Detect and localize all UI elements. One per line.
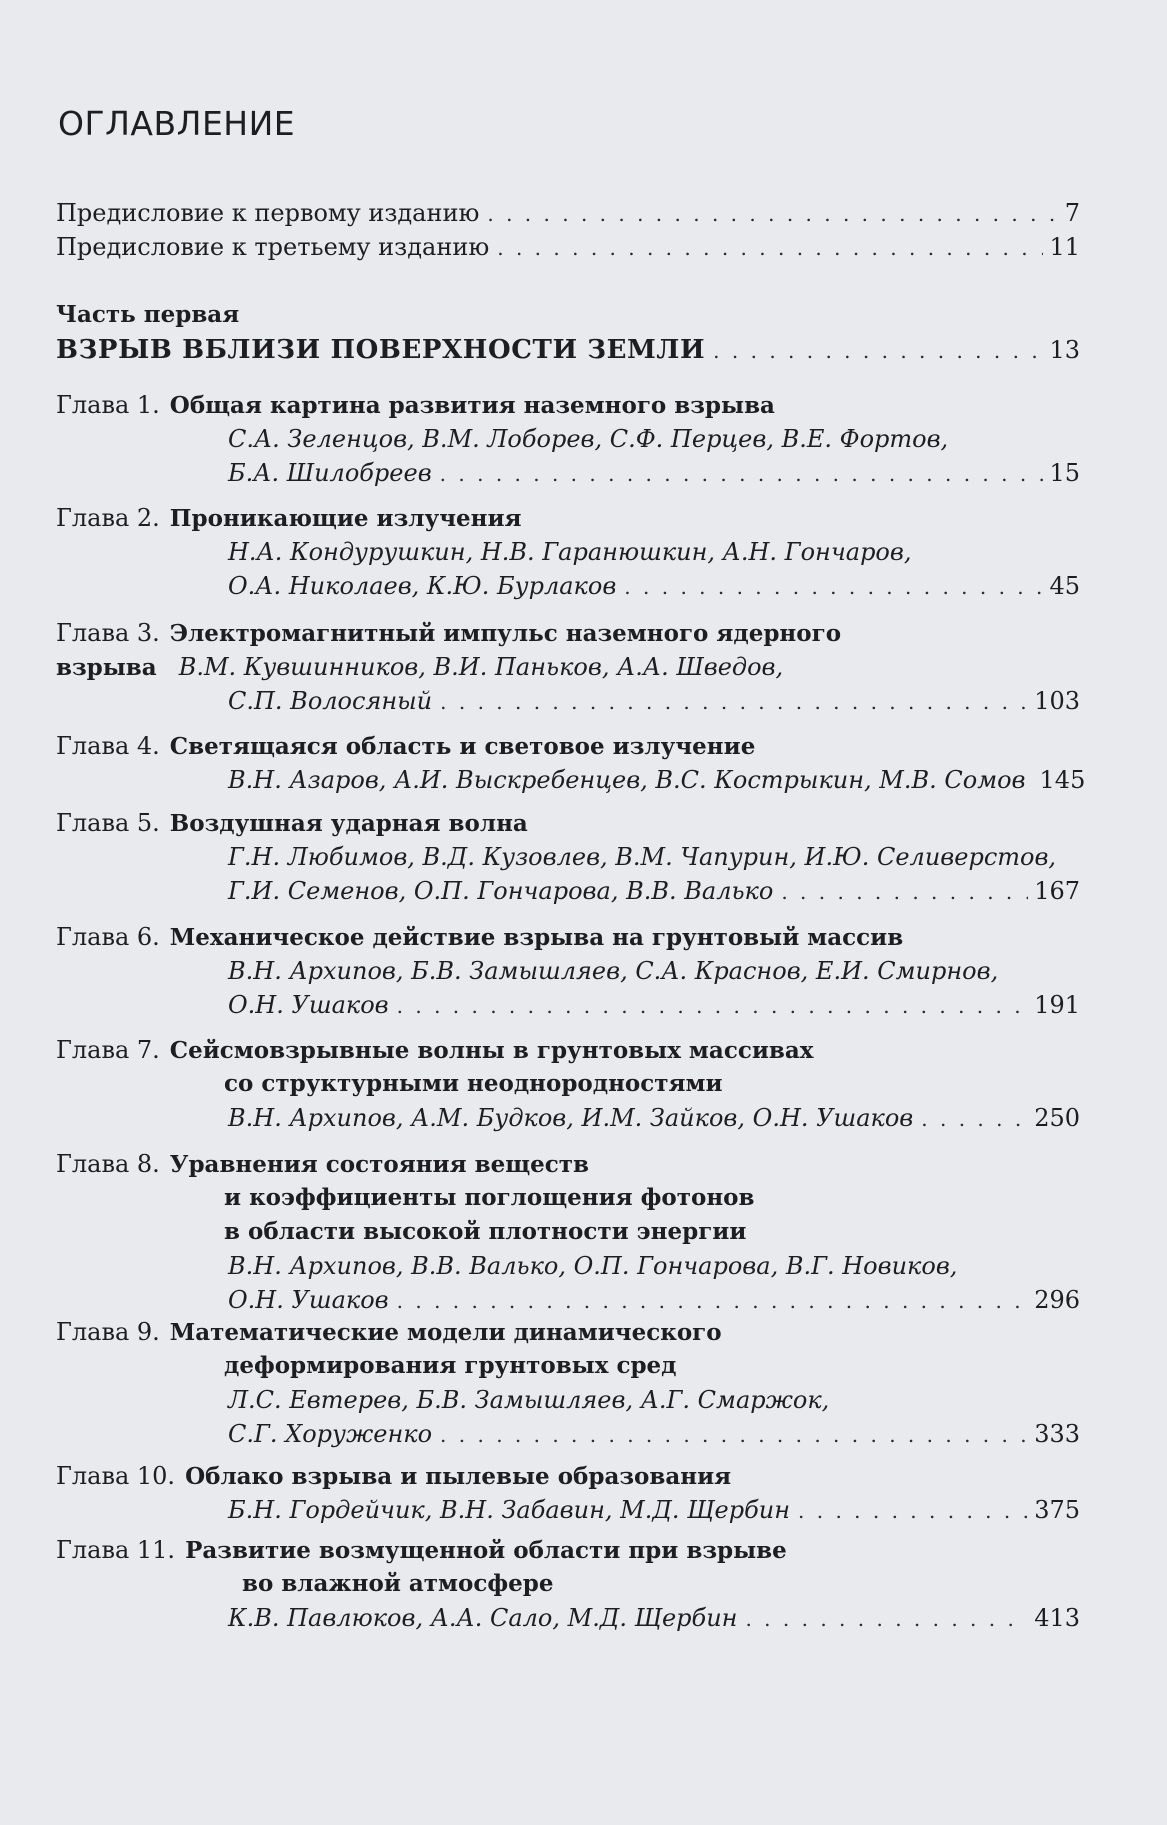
chapter-heading-line: [56, 1315, 1080, 1349]
chapter-title: Проникающие излучения: [169, 505, 522, 532]
chapter-heading-line: [56, 1533, 1080, 1567]
part-label: Часть первая: [56, 301, 240, 328]
chapter-title: Электромагнитный импульс наземного ядерного: [169, 620, 842, 647]
chapter-authors: Г.Н. Любимов, В.Д. Кузовлев, В.М. Чапурин, И.Ю. Селиверстов,: [228, 843, 1057, 871]
chapter-heading-line: [56, 1147, 1080, 1181]
chapter-authors: В.Н. Архипов, А.М. Будков, И.М. Зайков, О.Н. Ушаков: [228, 1104, 914, 1132]
chapter-title: Облако взрыва и пылевые образования: [185, 1463, 732, 1490]
chapter-authors: К.В. Павлюков, А.А. Сало, М.Д. Щербин: [228, 1604, 738, 1632]
dot-leader: [440, 1418, 1028, 1452]
chapter-authors-line: [228, 840, 1080, 874]
chapter-label: Глава 10.: [56, 1462, 176, 1490]
chapter-authors: О.Н. Ушаков: [228, 1286, 389, 1314]
dot-leader: [487, 197, 1058, 231]
chapter-authors: Г.И. Семенов, О.П. Гончарова, В.В. Валько: [228, 877, 774, 905]
chapter-title: взрыва: [56, 654, 157, 681]
chapter-heading-line: [56, 1459, 1080, 1493]
chapter-title: Уравнения состояния веществ: [169, 1151, 589, 1178]
dot-leader: [713, 334, 1043, 368]
dot-leader: [397, 989, 1029, 1023]
part-title-line: [56, 333, 1080, 367]
page-number: 167: [1034, 877, 1080, 905]
chapter-label: Глава 5.: [56, 809, 160, 837]
chapter-authors: В.М. Кувшинников, В.И. Паньков, А.А. Шведов,: [178, 653, 784, 681]
chapter-title: во влажной атмосфере: [242, 1570, 554, 1597]
chapter-label: Глава 6.: [56, 923, 160, 951]
page-title: ОГЛАВЛЕНИЕ: [58, 104, 296, 143]
part-title: ВЗРЫВ ВБЛИЗИ ПОВЕРХНОСТИ ЗЕМЛИ: [56, 335, 706, 365]
toc-entry-preface: [56, 230, 1080, 264]
chapter-heading-line: [56, 729, 1080, 763]
dot-leader: [781, 875, 1028, 909]
preface-title: Предисловие к первому изданию: [56, 199, 480, 227]
page-number: 413: [1034, 1604, 1080, 1632]
chapter-title: в области высокой плотности энергии: [224, 1218, 747, 1245]
chapter-label: Глава 11.: [56, 1536, 176, 1564]
chapter-heading-line: [56, 920, 1080, 954]
chapter-heading-line: [224, 1349, 1080, 1383]
chapter-authors-line: [228, 1601, 1080, 1635]
chapter-authors-line: [228, 874, 1080, 908]
chapter-authors-line: [228, 1493, 1080, 1527]
chapter-authors-line: [228, 535, 1080, 569]
chapter-heading-line: [224, 1215, 1080, 1249]
toc-entry-preface: [56, 196, 1080, 230]
page-number: 15: [1049, 459, 1080, 487]
chapter-title: Механическое действие взрыва на грунтовый массив: [169, 924, 904, 951]
chapter-authors: В.Н. Азаров, А.И. Выскребенцев, В.С. Кострыкин, М.В. Сомов: [228, 766, 1026, 794]
page-number: 296: [1034, 1286, 1080, 1314]
chapter-authors-line: [228, 1249, 1080, 1283]
chapter-title: Развитие возмущенной области при взрыве: [185, 1537, 787, 1564]
chapter-heading-line: [56, 501, 1080, 535]
chapter-heading-line: [224, 1067, 1080, 1101]
page-number: 375: [1034, 1496, 1080, 1524]
chapter-authors: Б.А. Шилобреев: [228, 459, 432, 487]
chapter-authors-line: [228, 763, 1086, 797]
page-number: 250: [1034, 1104, 1080, 1132]
chapter-authors-line: [228, 569, 1080, 603]
chapter-label: Глава 9.: [56, 1318, 160, 1346]
dot-leader: [440, 685, 1028, 719]
chapter-authors-line: [228, 456, 1080, 490]
chapter-authors-line: [228, 1383, 1080, 1417]
dot-leader: [397, 1284, 1029, 1318]
chapter-heading-line: [242, 1567, 1080, 1601]
chapter-authors-line: [228, 684, 1080, 718]
chapter-authors: О.Н. Ушаков: [228, 991, 389, 1019]
part-label-line: [56, 298, 1080, 332]
chapter-authors-line: [228, 1283, 1080, 1317]
page-number: 103: [1034, 687, 1080, 715]
dot-leader: [440, 457, 1044, 491]
chapter-authors: Л.С. Евтерев, Б.В. Замышляев, А.Г. Смаржок,: [228, 1386, 830, 1414]
chapter-title: Общая картина развития наземного взрыва: [169, 392, 775, 419]
chapter-label: Глава 3.: [56, 619, 160, 647]
chapter-title: деформирования грунтовых сред: [224, 1352, 677, 1379]
chapter-label: Глава 1.: [56, 391, 160, 419]
chapter-heading-line: [56, 806, 1080, 840]
chapter-authors-line: [228, 1417, 1080, 1451]
chapter-title: Математические модели динамического: [169, 1319, 722, 1346]
chapter-title: Светящаяся область и световое излучение: [169, 733, 756, 760]
chapter-authors: Б.Н. Гордейчик, В.Н. Забавин, М.Д. Щербин: [228, 1496, 791, 1524]
chapter-heading-line: [56, 616, 1080, 650]
page-number: 191: [1034, 991, 1080, 1019]
page-number: 11: [1049, 233, 1080, 261]
chapter-authors: В.Н. Архипов, Б.В. Замышляев, С.А. Краснов, Е.И. Смирнов,: [228, 957, 999, 985]
page-number: 13: [1049, 336, 1080, 364]
dot-leader: [921, 1102, 1028, 1136]
chapter-label: Глава 8.: [56, 1150, 160, 1178]
chapter-authors: Н.А. Кондурушкин, Н.В. Гаранюшкин, А.Н. Гончаров,: [228, 538, 912, 566]
page-number: 7: [1064, 199, 1080, 227]
dot-leader: [624, 570, 1043, 604]
preface-title: Предисловие к третьему изданию: [56, 233, 490, 261]
chapter-title: Сейсмовзрывные волны в грунтовых массивах: [169, 1037, 814, 1064]
chapter-authors-line: [228, 954, 1080, 988]
dot-leader: [497, 231, 1043, 265]
page-number: 45: [1049, 572, 1080, 600]
chapter-authors-line: [228, 988, 1080, 1022]
chapter-heading-line: [224, 1181, 1080, 1215]
page-number: 145: [1039, 766, 1086, 794]
chapter-authors-line: [228, 422, 1080, 456]
chapter-title: и коэффициенты поглощения фотонов: [224, 1184, 755, 1211]
chapter-authors: С.П. Волосяный: [228, 687, 433, 715]
dot-leader: [745, 1602, 1028, 1636]
chapter-title: со структурными неоднородностями: [224, 1070, 723, 1097]
chapter-authors: С.А. Зеленцов, В.М. Лоборев, С.Ф. Перцев, В.Е. Фортов,: [228, 425, 949, 453]
chapter-authors: О.А. Николаев, К.Ю. Бурлаков: [228, 572, 617, 600]
page-number: 333: [1034, 1420, 1080, 1448]
dot-leader: [798, 1494, 1028, 1528]
chapter-heading-line: [56, 1033, 1080, 1067]
chapter-authors-line: [228, 1101, 1080, 1135]
chapter-label: Глава 4.: [56, 732, 160, 760]
chapter-heading-line: [56, 388, 1080, 422]
chapter-authors: С.Г. Хоруженко: [228, 1420, 433, 1448]
chapter-heading-line: [56, 650, 1080, 684]
chapter-authors: В.Н. Архипов, В.В. Валько, О.П. Гончарова, В.Г. Новиков,: [228, 1252, 958, 1280]
chapter-label: Глава 7.: [56, 1036, 160, 1064]
chapter-title: Воздушная ударная волна: [169, 810, 528, 837]
chapter-label: Глава 2.: [56, 504, 160, 532]
